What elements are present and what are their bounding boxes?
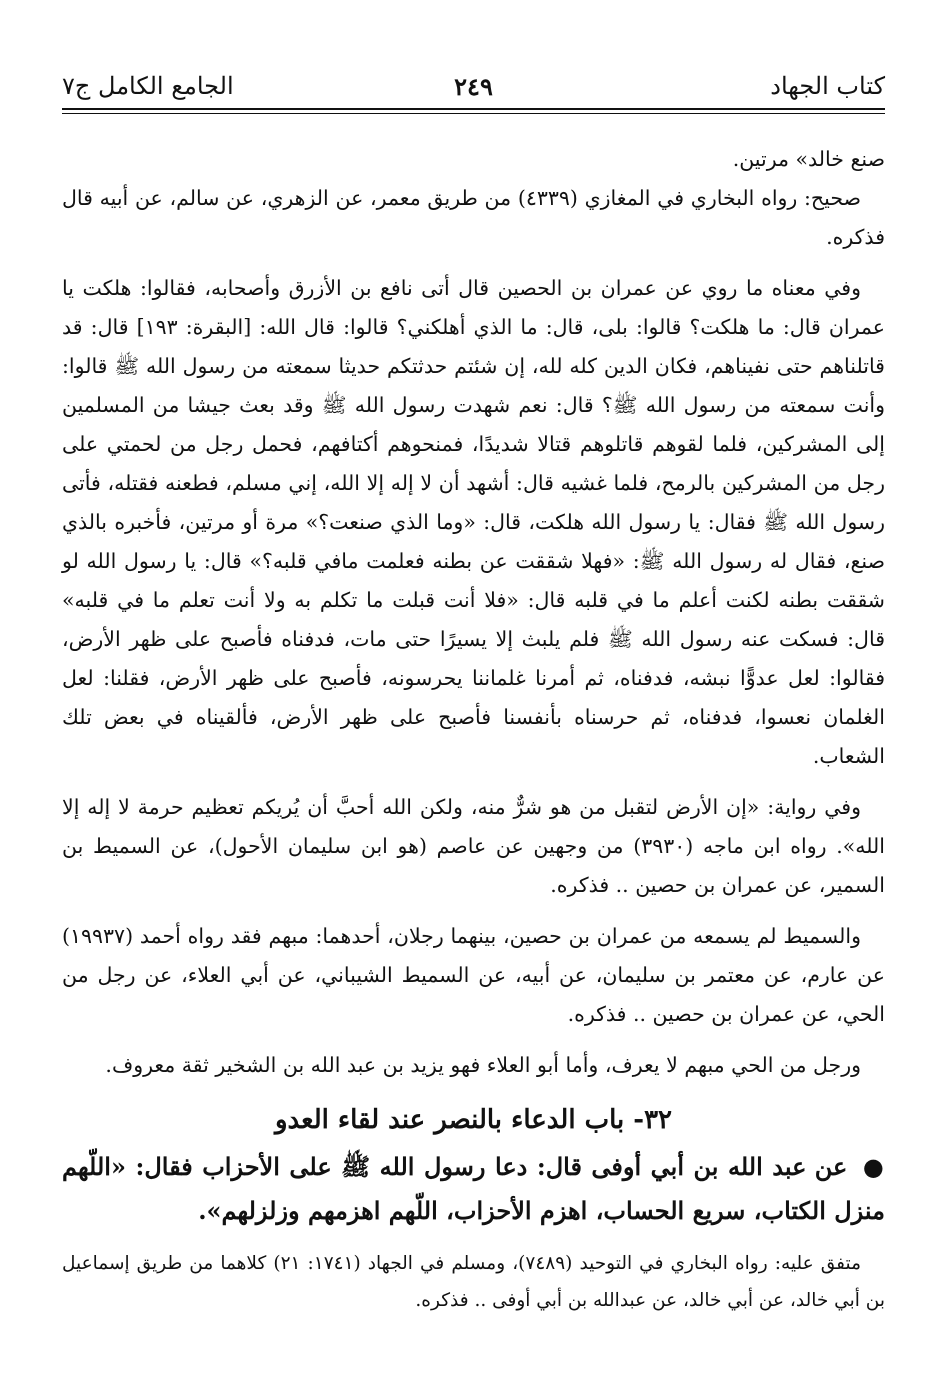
hadith-text: عن عبد الله بن أبي أوفى قال: دعا رسول الله ﷺ على الأحزاب فقال: «اللّهم منزل الكتاب، سريع الحساب، اهزم الأحزاب، اللّهم اهزمهم وزلزلهم». <box>62 1152 885 1225</box>
header-rule-thick <box>62 108 885 110</box>
page-header <box>62 60 885 108</box>
paragraph-imran-narration: وفي معناه ما روي عن عمران بن الحصين قال أتى نافع بن الأزرق وأصحابه، فقالوا: هلكت يا عمران قال: ما هلكت؟ قالوا: بلى، قال: ما الذي أهلكني؟ قالوا: قال الله: [البقرة: ١٩٣] قال: قد قاتلناهم حتى نفيناهم، فكان الدين كله لله، إن شئتم حدثتكم حديثا سمعته من رسول الله ﷺ قالوا: وأنت سمعته من رسول الله ﷺ؟ قال: نعم شهدت رسول الله ﷺ وقد بعث جيشا من المسلمين إلى المشركين، فلما لقوهم قاتلوهم قتالا شديدًا، فمنحوهم أكتافهم، فحمل رجل من لحمتي على رجل من المشركين بالرمح، فلما غشيه قال: أشهد أن لا إله إلا الله، إني مسلم، فطعنه فقتله، فأتى رسول الله ﷺ فقال: يا رسول الله هلكت، قال: «وما الذي صنعت؟» مرة أو مرتين، فأخبره بالذي صنع، فقال له رسول الله ﷺ: «فهلا شققت عن بطنه فعلمت مافي قلبه؟» قال: يا رسول الله لو شققت بطنه لكنت أعلم ما في قلبه قال: «فلا أنت قبلت ما تكلم به ولا أنت تعلم ما في قلبه» قال: فسكت عنه رسول الله ﷺ فلم يلبث إلا يسيرًا حتى مات، فدفناه فأصبح على ظهر الأرض، فقالوا: لعل عدوًّا نبشه، فدفناه، ثم أمرنا غلماننا يحرسونه، فأصبح على ظهر الأرض، فقلنا: لعل الغلمان نعسوا، فدفناه، ثم حرسناه بأنفسنا فأصبح على ظهر الأرض، فألقيناه في بعض تلك الشعاب. <box>62 276 885 768</box>
paragraph-abu-alaa-note: ورجل من الحي مبهم لا يعرف، وأما أبو العلاء فهو يزيد بن عبد الله بن الشخير ثقة معروف. <box>105 1053 861 1077</box>
bullet-icon: ● <box>862 1152 885 1181</box>
page-content <box>62 140 885 1319</box>
paragraph-sumait-note: والسميط لم يسمعه من عمران بن حصين، بينهما رجلان، أحدهما: مبهم فقد رواه أحمد (١٩٩٣٧) عن عارم، عن معتمر بن سليمان، عن أبيه، عن السميط الشيباني، عن أبي العلاء، عن رجل من الحي، عن عمران بن حصين .. فذكره. <box>62 924 885 1026</box>
paragraph-other-narration: وفي رواية: «إن الأرض لتقبل من هو شرٌّ منه، ولكن الله أحبَّ أن يُريكم تعظيم حرمة لا إله إلا الله». رواه ابن ماجه (٣٩٣٠) من وجهين عن عاصم (هو ابن سليمان الأحول)، عن السميط بن السمير، عن عمران بن حصين .. فذكره. <box>62 795 885 897</box>
paragraph-continuation: صنع خالد» مرتين. <box>732 147 885 171</box>
chapter-title: ٣٢- باب الدعاء بالنصر عند لقاء العدو <box>274 1105 673 1135</box>
book-section-title: كتاب الجهاد <box>770 72 885 100</box>
book-volume-title: الجامع الكامل ج٧ <box>62 72 234 100</box>
paragraph-takhrij: متفق عليه: رواه البخاري في التوحيد (٧٤٨٩)، ومسلم في الجهاد (١٧٤١: ٢١) كلاهما من طريق إسماعيل بن أبي خالد، عن أبي خالد، عن عبدالله بن أبي أوفى .. فذكره. <box>62 1253 885 1311</box>
header-rule-thin <box>62 113 885 114</box>
paragraph-sahih-note: صحيح: رواه البخاري في المغازي (٤٣٣٩) من طريق معمر، عن الزهري، عن سالم، عن أبيه قال فذكره. <box>62 186 885 249</box>
page-number: ٢٤٩ <box>454 72 493 101</box>
hadith-text-block <box>62 1145 885 1233</box>
